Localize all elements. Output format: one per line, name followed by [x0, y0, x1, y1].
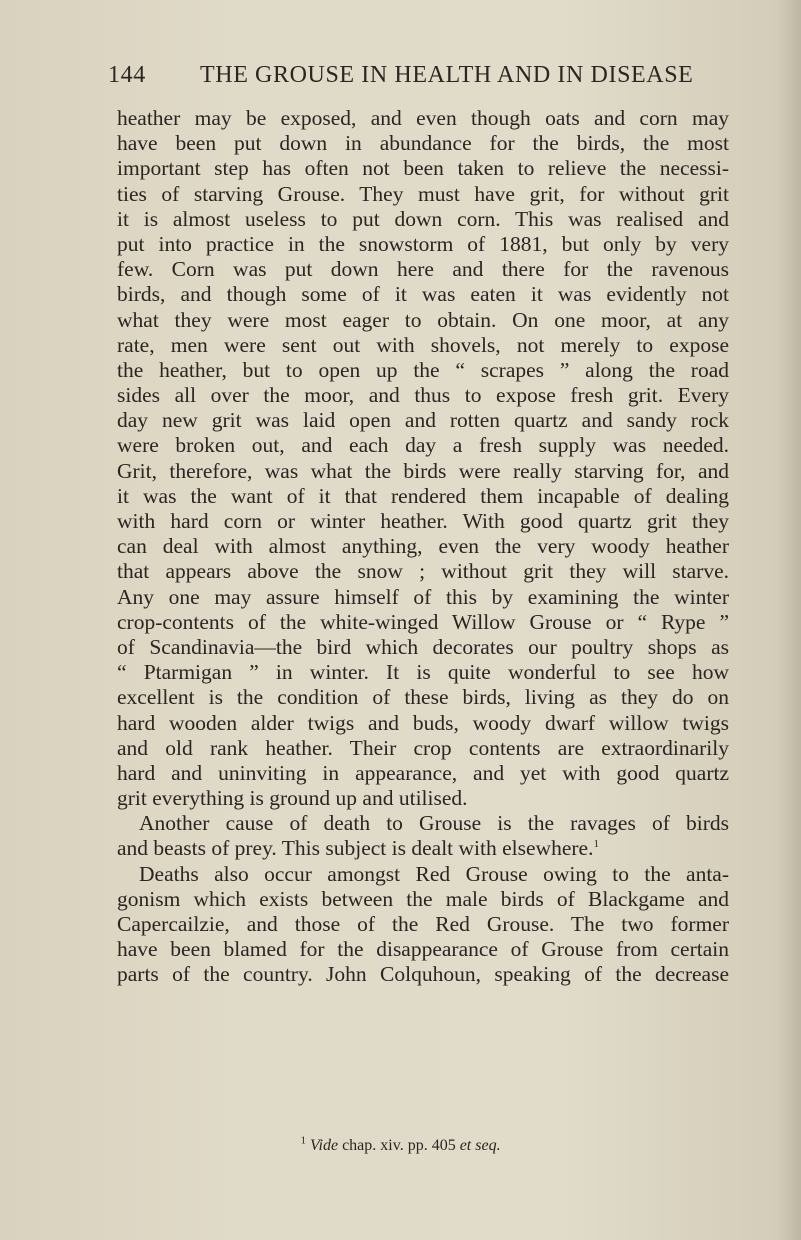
text-line: it was the want of it that rendered them incapable of dealing	[117, 483, 729, 508]
footnote	[0, 1134, 801, 1155]
text-line: it is almost useless to put down corn. This was realised and	[117, 206, 729, 231]
text-line: grit everything is ground up and utilised.	[117, 786, 468, 811]
text-line: important step has often not been taken to relieve the necessi-	[117, 156, 729, 181]
text-line: Grit, therefore, was what the birds were really starving for, and	[117, 458, 729, 483]
text-line: ties of starving Grouse. They must have grit, for without grit	[117, 181, 729, 206]
text-line: were broken out, and each day a fresh supply was needed.	[117, 433, 729, 458]
text-line: heather may be exposed, and even though oats and corn may	[117, 106, 729, 130]
text-line: day new grit was laid open and rotten quartz and sandy rock	[117, 408, 729, 433]
text-line: and beasts of prey. This subject is dealt with elsewhere.	[117, 836, 594, 861]
text-line: rate, men were sent out with shovels, not merely to expose	[117, 332, 729, 357]
text-line: few. Corn was put down here and there for the ravenous	[117, 257, 729, 282]
text-line: can deal with almost anything, even the very woody heather	[117, 534, 729, 559]
footnote-reference: 1	[593, 838, 599, 851]
text-line: parts of the country. John Colquhoun, speaking of the decrease	[117, 962, 729, 987]
text-line: the heather, but to open up the “ scrapes ” along the road	[117, 357, 729, 382]
footnote-text: chap. xiv. pp. 405	[342, 1137, 456, 1154]
text-line: have been blamed for the disappearance of Grouse from certain	[117, 937, 729, 962]
text-line: hard and uninviting in appearance, and yet with good quartz	[117, 760, 729, 785]
page-header	[108, 62, 720, 96]
text-line: and old rank heather. Their crop contents are extraordinarily	[117, 735, 729, 760]
text-line: “ Ptarmigan ” in winter. It is quite wonderful to see how	[117, 660, 729, 685]
text-line: birds, and though some of it was eaten it was evidently not	[117, 282, 729, 307]
footnote-vide: Vide	[309, 1137, 339, 1154]
body-text	[117, 106, 729, 988]
text-line: with hard corn or winter heather. With good quartz grit they	[117, 509, 729, 533]
text-line: sides all over the moor, and thus to expose fresh grit. Every	[117, 383, 729, 408]
page-number: 144	[108, 62, 146, 88]
text-line: hard wooden alder twigs and buds, woody dwarf willow twigs	[117, 710, 729, 735]
running-title: THE GROUSE IN HEALTH AND IN DISEASE	[200, 62, 694, 88]
text-line: that appears above the snow ; without grit they will starve.	[117, 559, 729, 584]
text-line: excellent is the condition of these birds, living as they do on	[117, 685, 729, 710]
footnote-et-seq: et seq.	[459, 1137, 501, 1154]
page-edge-shadow	[777, 0, 801, 1240]
text-line: crop-contents of the white-winged Willow Grouse or “ Rype ”	[117, 609, 729, 634]
text-line: put into practice in the snowstorm of 1881, but only by very	[117, 231, 729, 256]
text-line: Deaths also occur amongst Red Grouse owing to the anta-	[139, 861, 729, 886]
text-line-with-footnote	[117, 836, 729, 861]
text-line: gonism which exists between the male birds of Blackgame and	[117, 886, 729, 911]
text-line: have been put down in abundance for the birds, the most	[117, 131, 729, 156]
footnote-marker: 1	[300, 1134, 306, 1147]
text-line: of Scandinavia—the bird which decorates our poultry shops as	[117, 634, 729, 659]
text-line: Any one may assure himself of this by examining the winter	[117, 584, 729, 609]
text-line: Another cause of death to Grouse is the ravages of birds	[139, 811, 729, 836]
text-line: what they were most eager to obtain. On one moor, at any	[117, 307, 729, 332]
text-line: Capercailzie, and those of the Red Grouse. The two former	[117, 912, 729, 936]
